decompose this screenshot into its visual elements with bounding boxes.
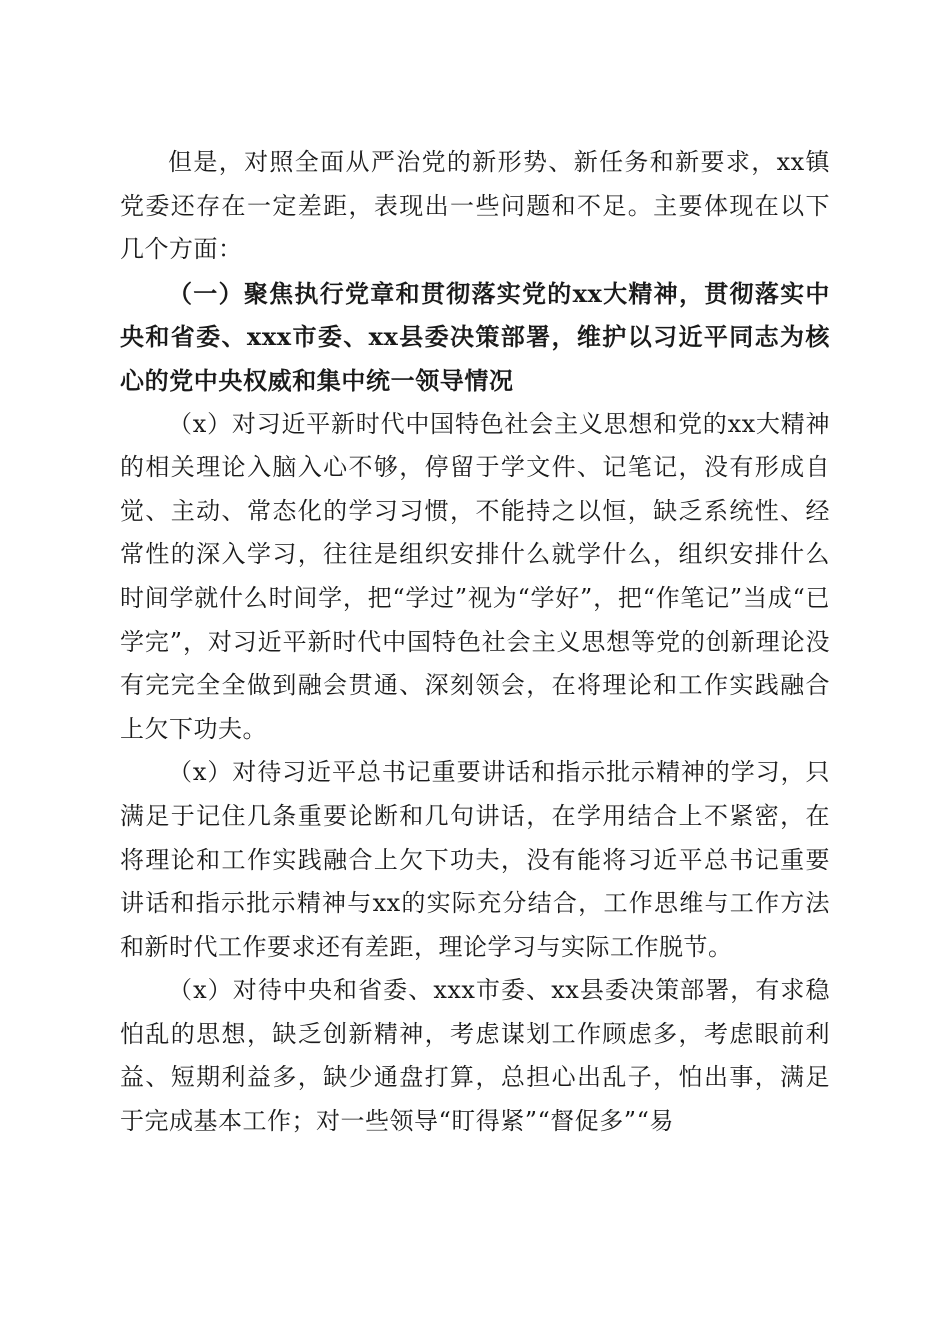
body-paragraph-speech-study: （x）对待习近平总书记重要讲话和指示批示精神的学习，只满足于记住几条重要论断和几句讲话，在学用结合上不紧密，在将理论和工作实践融合上欠下功夫，没有能将习近平总书记重要讲话和指示批示精神与xx的实际充分结合，工作思维与工作方法和新时代工作要求还有差距，理论学习与实际工作脱节。 [120,758,830,961]
body-paragraph-theory-study: （x）对习近平新时代中国特色社会主义思想和党的xx大精神的相关理论入脑入心不够，停留于学文件、记笔记，没有形成自觉、主动、常态化的学习习惯，不能持之以恒，缺乏系统性、经常性的深入学习，往往是组织安排什么就学什么，组织安排什么时间学就什么时间学，把“学过”视为“学好”，把“作笔记”当成“已学完”，对习近平新时代中国特色社会主义思想等党的创新理论没有完完全全做到融会贯通、深刻领会，在将理论和工作实践融合上欠下功夫。 [120,409,830,743]
document-body [120,141,830,1144]
body-paragraph-decision-deployment: （x）对待中央和省委、xxx市委、xx县委决策部署，有求稳怕乱的思想，缺乏创新精神，考虑谋划工作顾虑多，考虑眼前利益、短期利益多，缺少通盘打算，总担心出乱子，怕出事，满足于完成基本工作；对一些领导“盯得紧”“督促多”“易 [120,976,830,1136]
intro-paragraph: 但是，对照全面从严治党的新形势、新任务和新要求，xx镇党委还存在一定差距，表现出一些问题和不足。主要体现在以下几个方面： [120,148,830,264]
section-heading: （一）聚焦执行党章和贯彻落实党的xx大精神，贯彻落实中央和省委、xxx市委、xx县委决策部署，维护以习近平同志为核心的党中央权威和集中统一领导情况 [120,278,830,395]
